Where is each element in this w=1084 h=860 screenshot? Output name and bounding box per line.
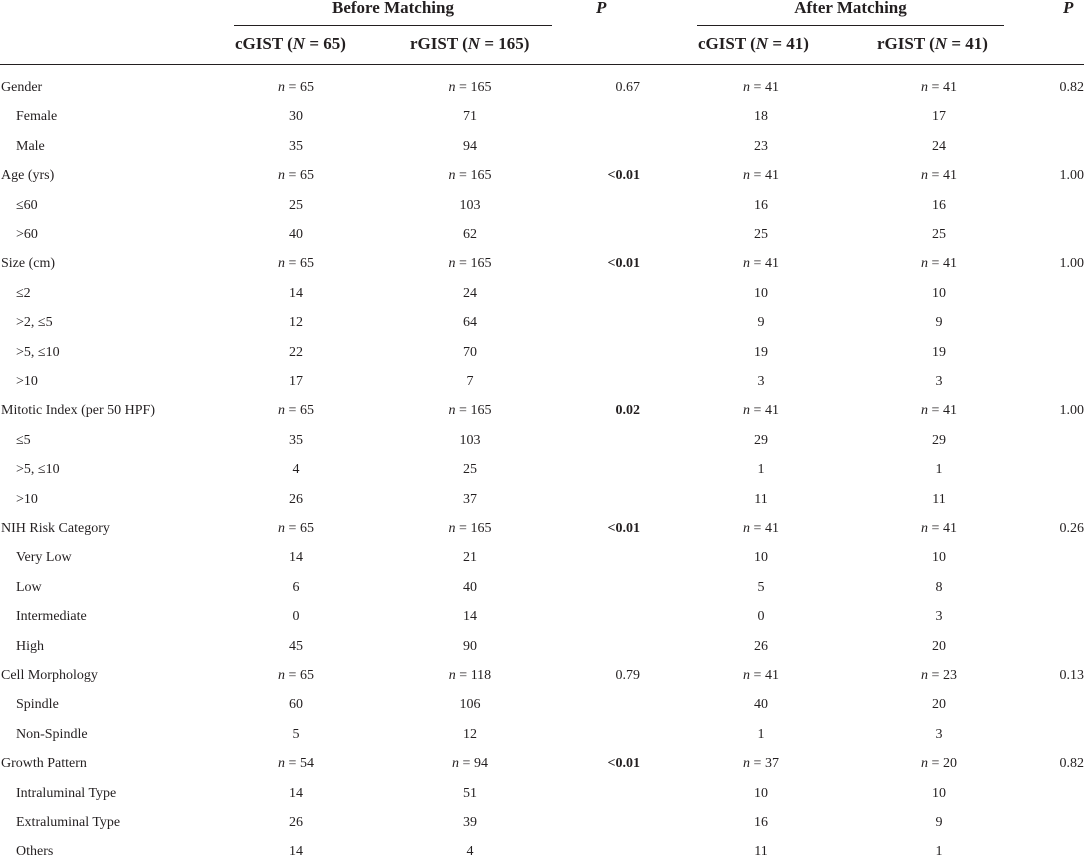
table-cell-c2: 1 <box>701 727 821 743</box>
cell-value: = 41 <box>750 256 779 271</box>
table-cell-r1: 39 <box>410 815 530 831</box>
row-label: Growth Pattern <box>1 756 87 772</box>
cell-value: = 41 <box>750 80 779 95</box>
row-label: NIH Risk Category <box>1 521 110 537</box>
table-cell-r1 <box>410 256 530 272</box>
table-cell-c1: 22 <box>236 345 356 361</box>
row-label: Size (cm) <box>1 256 55 272</box>
table-cell-c1: 5 <box>236 727 356 743</box>
cell-value: = 165 <box>456 256 492 271</box>
cell-value: = 41 <box>928 521 957 536</box>
table-cell-c2: 26 <box>701 639 821 655</box>
n-prefix: n <box>452 756 459 771</box>
table-cell-r2: 10 <box>879 786 999 802</box>
cell-value: = 65 <box>285 256 314 271</box>
table-cell-r2: 17 <box>879 109 999 125</box>
table-cell-r2: 8 <box>879 580 999 596</box>
table-cell-c1: 14 <box>236 844 356 860</box>
n-prefix: n <box>449 668 456 683</box>
p-value: 1.00 <box>1060 256 1084 272</box>
table-cell-r1 <box>410 168 530 184</box>
table-cell-c1: 4 <box>236 462 356 478</box>
table-cell-c2 <box>701 256 821 272</box>
cell-value: = 65 <box>285 168 314 183</box>
table-cell-c2: 10 <box>701 550 821 566</box>
table-cell-r2: 9 <box>879 315 999 331</box>
table-cell-r1: 12 <box>410 727 530 743</box>
table-cell-r2 <box>879 403 999 419</box>
table-cell-c2: 0 <box>701 609 821 625</box>
table-cell-c2 <box>701 80 821 96</box>
group-header-after: After Matching <box>697 0 1004 18</box>
n-prefix: n <box>278 80 285 95</box>
table-cell-r2: 1 <box>879 844 999 860</box>
cell-value: = 37 <box>750 756 779 771</box>
table-cell-c2: 11 <box>701 844 821 860</box>
row-label: Male <box>16 139 45 155</box>
table-cell-c1: 14 <box>236 786 356 802</box>
table-cell-c1: 45 <box>236 639 356 655</box>
table-cell-c2: 16 <box>701 198 821 214</box>
table-cell-c1: 17 <box>236 374 356 390</box>
p-value: 0.67 <box>616 80 641 96</box>
cell-value: = 41 <box>928 403 957 418</box>
table-cell-r2 <box>879 756 999 772</box>
row-label: Female <box>16 109 57 125</box>
column-header-rgist-after: rGIST (N = 41) <box>877 34 988 54</box>
row-label: >10 <box>16 374 38 390</box>
p-value: 0.13 <box>1060 668 1084 684</box>
p-header-before: P <box>596 0 606 18</box>
cell-value: = 65 <box>285 403 314 418</box>
n-prefix: n <box>921 403 928 418</box>
table-cell-r2: 3 <box>879 374 999 390</box>
p-value: 0.82 <box>1060 756 1084 772</box>
header-rule <box>0 64 1084 65</box>
cell-value: = 65 <box>285 80 314 95</box>
group-rule-after <box>697 25 1004 26</box>
table-cell-c2 <box>701 668 821 684</box>
table-cell-c2 <box>701 403 821 419</box>
table-cell-c1: 40 <box>236 227 356 243</box>
table-cell-c1 <box>236 668 356 684</box>
row-label: ≤60 <box>16 198 38 214</box>
row-label: Spindle <box>16 697 59 713</box>
table-cell-c2 <box>701 521 821 537</box>
row-label: >5, ≤10 <box>16 462 60 478</box>
row-label: ≤2 <box>16 286 31 302</box>
table-cell-c2: 11 <box>701 492 821 508</box>
row-label: Gender <box>1 80 42 96</box>
table-cell-c2: 10 <box>701 286 821 302</box>
table-cell-r1 <box>410 80 530 96</box>
row-label: Age (yrs) <box>1 168 54 184</box>
n-prefix: n <box>449 80 456 95</box>
table-cell-c1: 30 <box>236 109 356 125</box>
n-prefix: n <box>449 256 456 271</box>
table-cell-r2 <box>879 521 999 537</box>
table-cell-r2: 3 <box>879 727 999 743</box>
n-prefix: n <box>921 168 928 183</box>
cell-value: = 20 <box>928 756 957 771</box>
n-prefix: n <box>921 521 928 536</box>
n-prefix: n <box>921 256 928 271</box>
table-cell-r2: 10 <box>879 286 999 302</box>
table-cell-r2: 10 <box>879 550 999 566</box>
cell-value: = 41 <box>928 168 957 183</box>
row-label: >10 <box>16 492 38 508</box>
p-header-after: P <box>1063 0 1073 18</box>
table-cell-c1: 26 <box>236 492 356 508</box>
table-cell-r1 <box>410 521 530 537</box>
table-cell-c1: 60 <box>236 697 356 713</box>
table-cell-r2: 20 <box>879 639 999 655</box>
n-prefix: n <box>921 80 928 95</box>
cell-value: = 41 <box>750 521 779 536</box>
table-cell-c2 <box>701 756 821 772</box>
row-label: Cell Morphology <box>1 668 98 684</box>
table-cell-c1: 14 <box>236 286 356 302</box>
table-cell-r2: 9 <box>879 815 999 831</box>
table-cell-r1: 51 <box>410 786 530 802</box>
p-value: 1.00 <box>1060 168 1084 184</box>
table-cell-r1: 7 <box>410 374 530 390</box>
cell-value: = 41 <box>928 80 957 95</box>
table-cell-r2: 20 <box>879 697 999 713</box>
table-cell-r1: 25 <box>410 462 530 478</box>
cell-value: = 41 <box>750 403 779 418</box>
n-prefix: n <box>449 403 456 418</box>
row-label: Extraluminal Type <box>16 815 120 831</box>
cell-value: = 165 <box>456 168 492 183</box>
table-cell-r1: 21 <box>410 550 530 566</box>
table-cell-r1: 14 <box>410 609 530 625</box>
table-cell-c1: 14 <box>236 550 356 566</box>
column-header-cgist-before: cGIST (N = 65) <box>235 34 346 54</box>
cell-value: = 23 <box>928 668 957 683</box>
table-cell-r2: 11 <box>879 492 999 508</box>
table-cell-c1 <box>236 256 356 272</box>
column-header-rgist-before: rGIST (N = 165) <box>410 34 529 54</box>
table-cell-r2 <box>879 80 999 96</box>
row-label: ≤5 <box>16 433 31 449</box>
table-cell-r2: 1 <box>879 462 999 478</box>
table-cell-c1: 35 <box>236 433 356 449</box>
table-cell-c1 <box>236 80 356 96</box>
table-cell-c2 <box>701 168 821 184</box>
cell-value: = 41 <box>928 256 957 271</box>
table-cell-r1: 70 <box>410 345 530 361</box>
n-prefix: n <box>743 80 750 95</box>
table-cell-c2: 29 <box>701 433 821 449</box>
table-cell-r1: 106 <box>410 697 530 713</box>
group-rule-before <box>234 25 552 26</box>
table-cell-r1: 71 <box>410 109 530 125</box>
table-cell-r2: 25 <box>879 227 999 243</box>
p-value: 1.00 <box>1060 403 1084 419</box>
table-cell-c1 <box>236 521 356 537</box>
table-cell-c2: 9 <box>701 315 821 331</box>
n-prefix: n <box>278 168 285 183</box>
row-label: Mitotic Index (per 50 HPF) <box>1 403 155 419</box>
table-cell-c2: 10 <box>701 786 821 802</box>
p-value: 0.82 <box>1060 80 1084 96</box>
n-prefix: n <box>278 521 285 536</box>
row-label: Intermediate <box>16 609 87 625</box>
table-cell-c1: 25 <box>236 198 356 214</box>
row-label: >5, ≤10 <box>16 345 60 361</box>
table-cell-r1: 94 <box>410 139 530 155</box>
table-cell-r2: 24 <box>879 139 999 155</box>
table-cell-c2: 19 <box>701 345 821 361</box>
table-cell-r1: 90 <box>410 639 530 655</box>
table-cell-r2 <box>879 668 999 684</box>
table-cell-r2: 3 <box>879 609 999 625</box>
table-cell-r2 <box>879 256 999 272</box>
row-label: >2, ≤5 <box>16 315 53 331</box>
table-cell-r2 <box>879 168 999 184</box>
table-cell-c1: 12 <box>236 315 356 331</box>
cell-value: = 94 <box>459 756 488 771</box>
n-prefix: n <box>921 668 928 683</box>
table-cell-r2: 19 <box>879 345 999 361</box>
table-cell-c1: 0 <box>236 609 356 625</box>
cell-value: = 165 <box>456 403 492 418</box>
row-label: Low <box>16 580 42 596</box>
table-cell-r1: 62 <box>410 227 530 243</box>
n-prefix: n <box>743 668 750 683</box>
n-prefix: n <box>278 668 285 683</box>
table-cell-r1: 24 <box>410 286 530 302</box>
table-cell-c1 <box>236 403 356 419</box>
cell-value: = 65 <box>285 521 314 536</box>
n-prefix: n <box>743 168 750 183</box>
p-value: <0.01 <box>608 756 640 772</box>
row-label: Non-Spindle <box>16 727 88 743</box>
p-value: 0.02 <box>616 403 641 419</box>
n-prefix: n <box>743 756 750 771</box>
table-cell-c2: 5 <box>701 580 821 596</box>
table-cell-r1: 37 <box>410 492 530 508</box>
p-value: 0.26 <box>1060 521 1084 537</box>
table-cell-r1: 103 <box>410 198 530 214</box>
n-prefix: n <box>743 256 750 271</box>
cell-value: = 41 <box>750 668 779 683</box>
p-value: <0.01 <box>608 256 640 272</box>
row-label: >60 <box>16 227 38 243</box>
n-prefix: n <box>743 521 750 536</box>
table-cell-c2: 16 <box>701 815 821 831</box>
table-cell-c2: 18 <box>701 109 821 125</box>
column-header-cgist-after: cGIST (N = 41) <box>698 34 809 54</box>
table-cell-r1 <box>410 756 530 772</box>
p-value: 0.79 <box>616 668 641 684</box>
row-label: Intraluminal Type <box>16 786 116 802</box>
table-cell-r1 <box>410 403 530 419</box>
cell-value: = 165 <box>456 80 492 95</box>
n-prefix: n <box>278 256 285 271</box>
table-cell-c1: 6 <box>236 580 356 596</box>
table-cell-c2: 23 <box>701 139 821 155</box>
table-cell-r1: 4 <box>410 844 530 860</box>
table-cell-c1: 35 <box>236 139 356 155</box>
cell-value: = 65 <box>285 668 314 683</box>
table-cell-r2: 16 <box>879 198 999 214</box>
table-cell-r2: 29 <box>879 433 999 449</box>
table-cell-r1: 40 <box>410 580 530 596</box>
row-label: Very Low <box>16 550 72 566</box>
table-cell-c1: 26 <box>236 815 356 831</box>
cell-value: = 165 <box>456 521 492 536</box>
table-cell-c2: 3 <box>701 374 821 390</box>
n-prefix: n <box>449 168 456 183</box>
n-prefix: n <box>743 403 750 418</box>
table-cell-r1: 103 <box>410 433 530 449</box>
row-label: High <box>16 639 44 655</box>
table-cell-c2: 25 <box>701 227 821 243</box>
n-prefix: n <box>449 521 456 536</box>
table-cell-c2: 1 <box>701 462 821 478</box>
row-label: Others <box>16 844 53 860</box>
group-header-before: Before Matching <box>234 0 552 18</box>
cell-value: = 118 <box>456 668 491 683</box>
table-cell-c1 <box>236 168 356 184</box>
table-cell-c2: 40 <box>701 697 821 713</box>
p-value: <0.01 <box>608 521 640 537</box>
n-prefix: n <box>278 756 285 771</box>
n-prefix: n <box>921 756 928 771</box>
n-prefix: n <box>278 403 285 418</box>
p-value: <0.01 <box>608 168 640 184</box>
cell-value: = 54 <box>285 756 314 771</box>
table-cell-c1 <box>236 756 356 772</box>
table-cell-r1 <box>410 668 530 684</box>
table-cell-r1: 64 <box>410 315 530 331</box>
cell-value: = 41 <box>750 168 779 183</box>
